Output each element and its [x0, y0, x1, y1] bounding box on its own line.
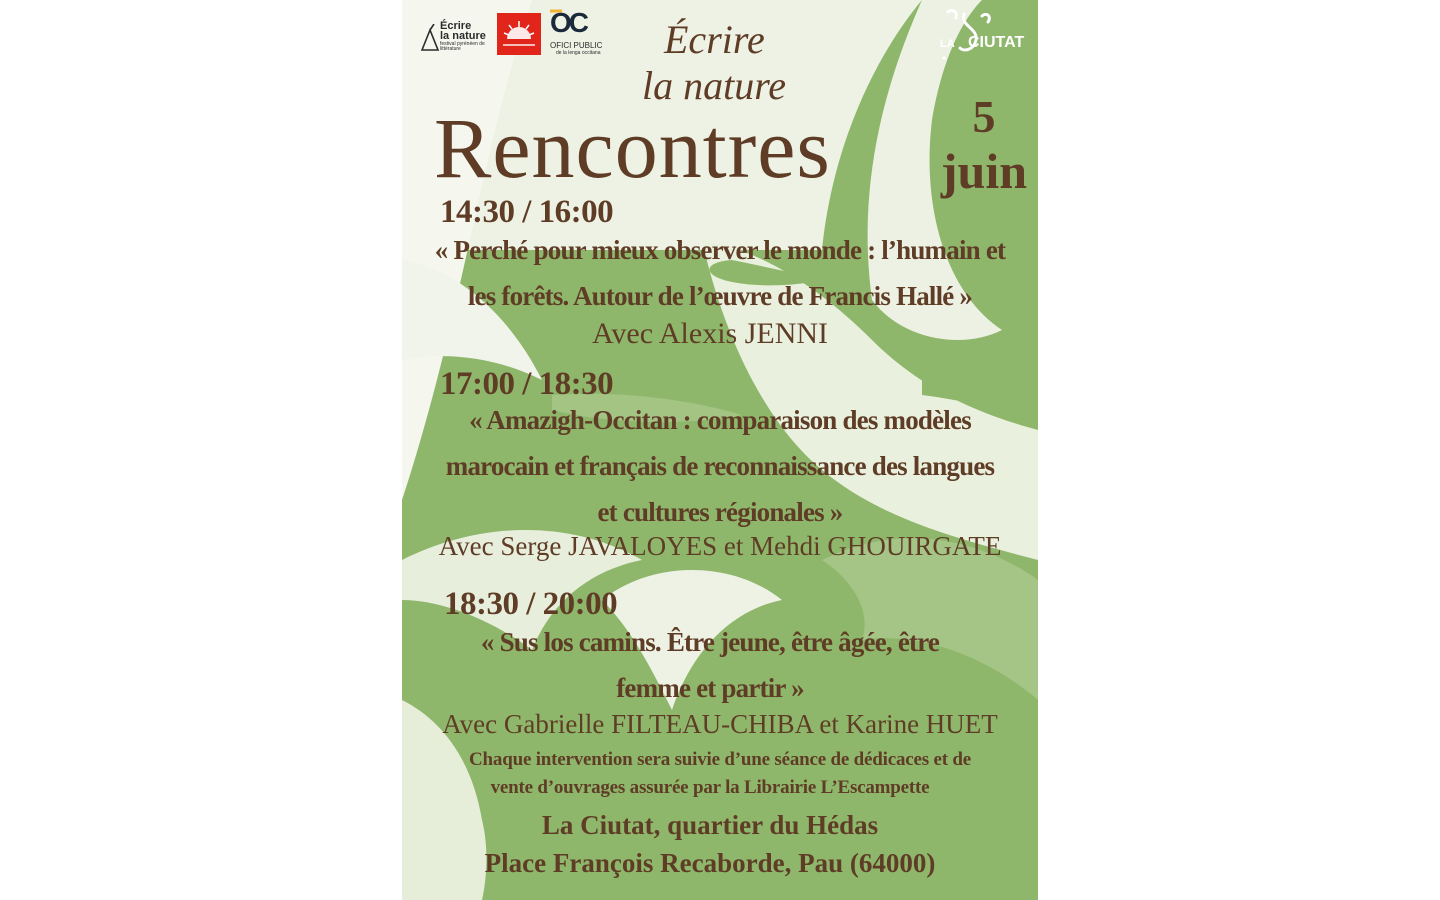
ecrire-logo-line1: Écrire	[440, 20, 472, 32]
ciutat-logo-name: CIUTAT	[968, 34, 1025, 51]
signing-note-line1: Chaque intervention sera suivie d’une séance de dédicaces et de	[469, 749, 971, 770]
oc-logo-line2: de la lenga occitana	[556, 50, 601, 56]
signing-note-line2: vente d’ouvrages assurée par la Librairie L’Escampette	[490, 777, 930, 798]
festival-title-line2: la nature	[642, 63, 787, 108]
ciutat-logo-la: LA	[940, 38, 955, 50]
date-day: 5	[972, 91, 996, 142]
event-3-title-line1: « Sus los camins. Être jeune, être âgée, être	[480, 627, 940, 657]
ecrire-logo-line2: la nature	[440, 30, 486, 42]
oc-logo-line1: OFICI PUBLIC	[550, 41, 603, 50]
oc-logo-mark: OC	[550, 7, 586, 38]
la-ciutat-logo	[938, 6, 1025, 68]
event-2-title-line2: marocain et français de reconnaissance des langues	[445, 451, 995, 481]
festival-title-line1: Écrire	[664, 17, 765, 62]
ofici-public-logo	[548, 9, 606, 57]
ecrire-la-nature-logo	[420, 20, 490, 56]
oc-accent-icon	[548, 9, 606, 19]
event-2-time: 17:00 / 18:30	[440, 366, 614, 402]
page-title: Rencontres	[434, 100, 831, 196]
event-2-speakers: Avec Serge JAVALOYES et Mehdi GHOUIRGATE	[438, 531, 1002, 561]
event-3-time: 18:30 / 20:00	[444, 586, 618, 622]
event-1-title-line1: « Perché pour mieux observer le monde : l’humain et	[434, 235, 1006, 265]
venue-line1: La Ciutat, quartier du Hédas	[541, 810, 879, 840]
event-3-title-line2: femme et partir »	[616, 673, 804, 703]
date-month: juin	[940, 143, 1028, 199]
region-logo	[497, 13, 541, 55]
event-1-speakers: Avec Alexis JENNI	[591, 317, 829, 350]
ecrire-logo-line3: festival pyrénéen de littérature	[440, 41, 485, 52]
event-1-time: 14:30 / 16:00	[440, 194, 614, 230]
venue-line2: Place François Recaborde, Pau (64000)	[484, 848, 936, 878]
event-1-title-line2: les forêts. Autour de l’œuvre de Francis Hallé »	[467, 281, 973, 311]
event-3-speakers: Avec Gabrielle FILTEAU-CHIBA et Karine HUET	[442, 709, 998, 739]
event-poster	[402, 0, 1038, 900]
sun-emblem-icon	[497, 13, 541, 55]
event-2-title-line1: « Amazigh-Occitan : comparaison des modèles	[469, 405, 971, 435]
event-2-title-line3: et cultures régionales »	[597, 497, 843, 527]
